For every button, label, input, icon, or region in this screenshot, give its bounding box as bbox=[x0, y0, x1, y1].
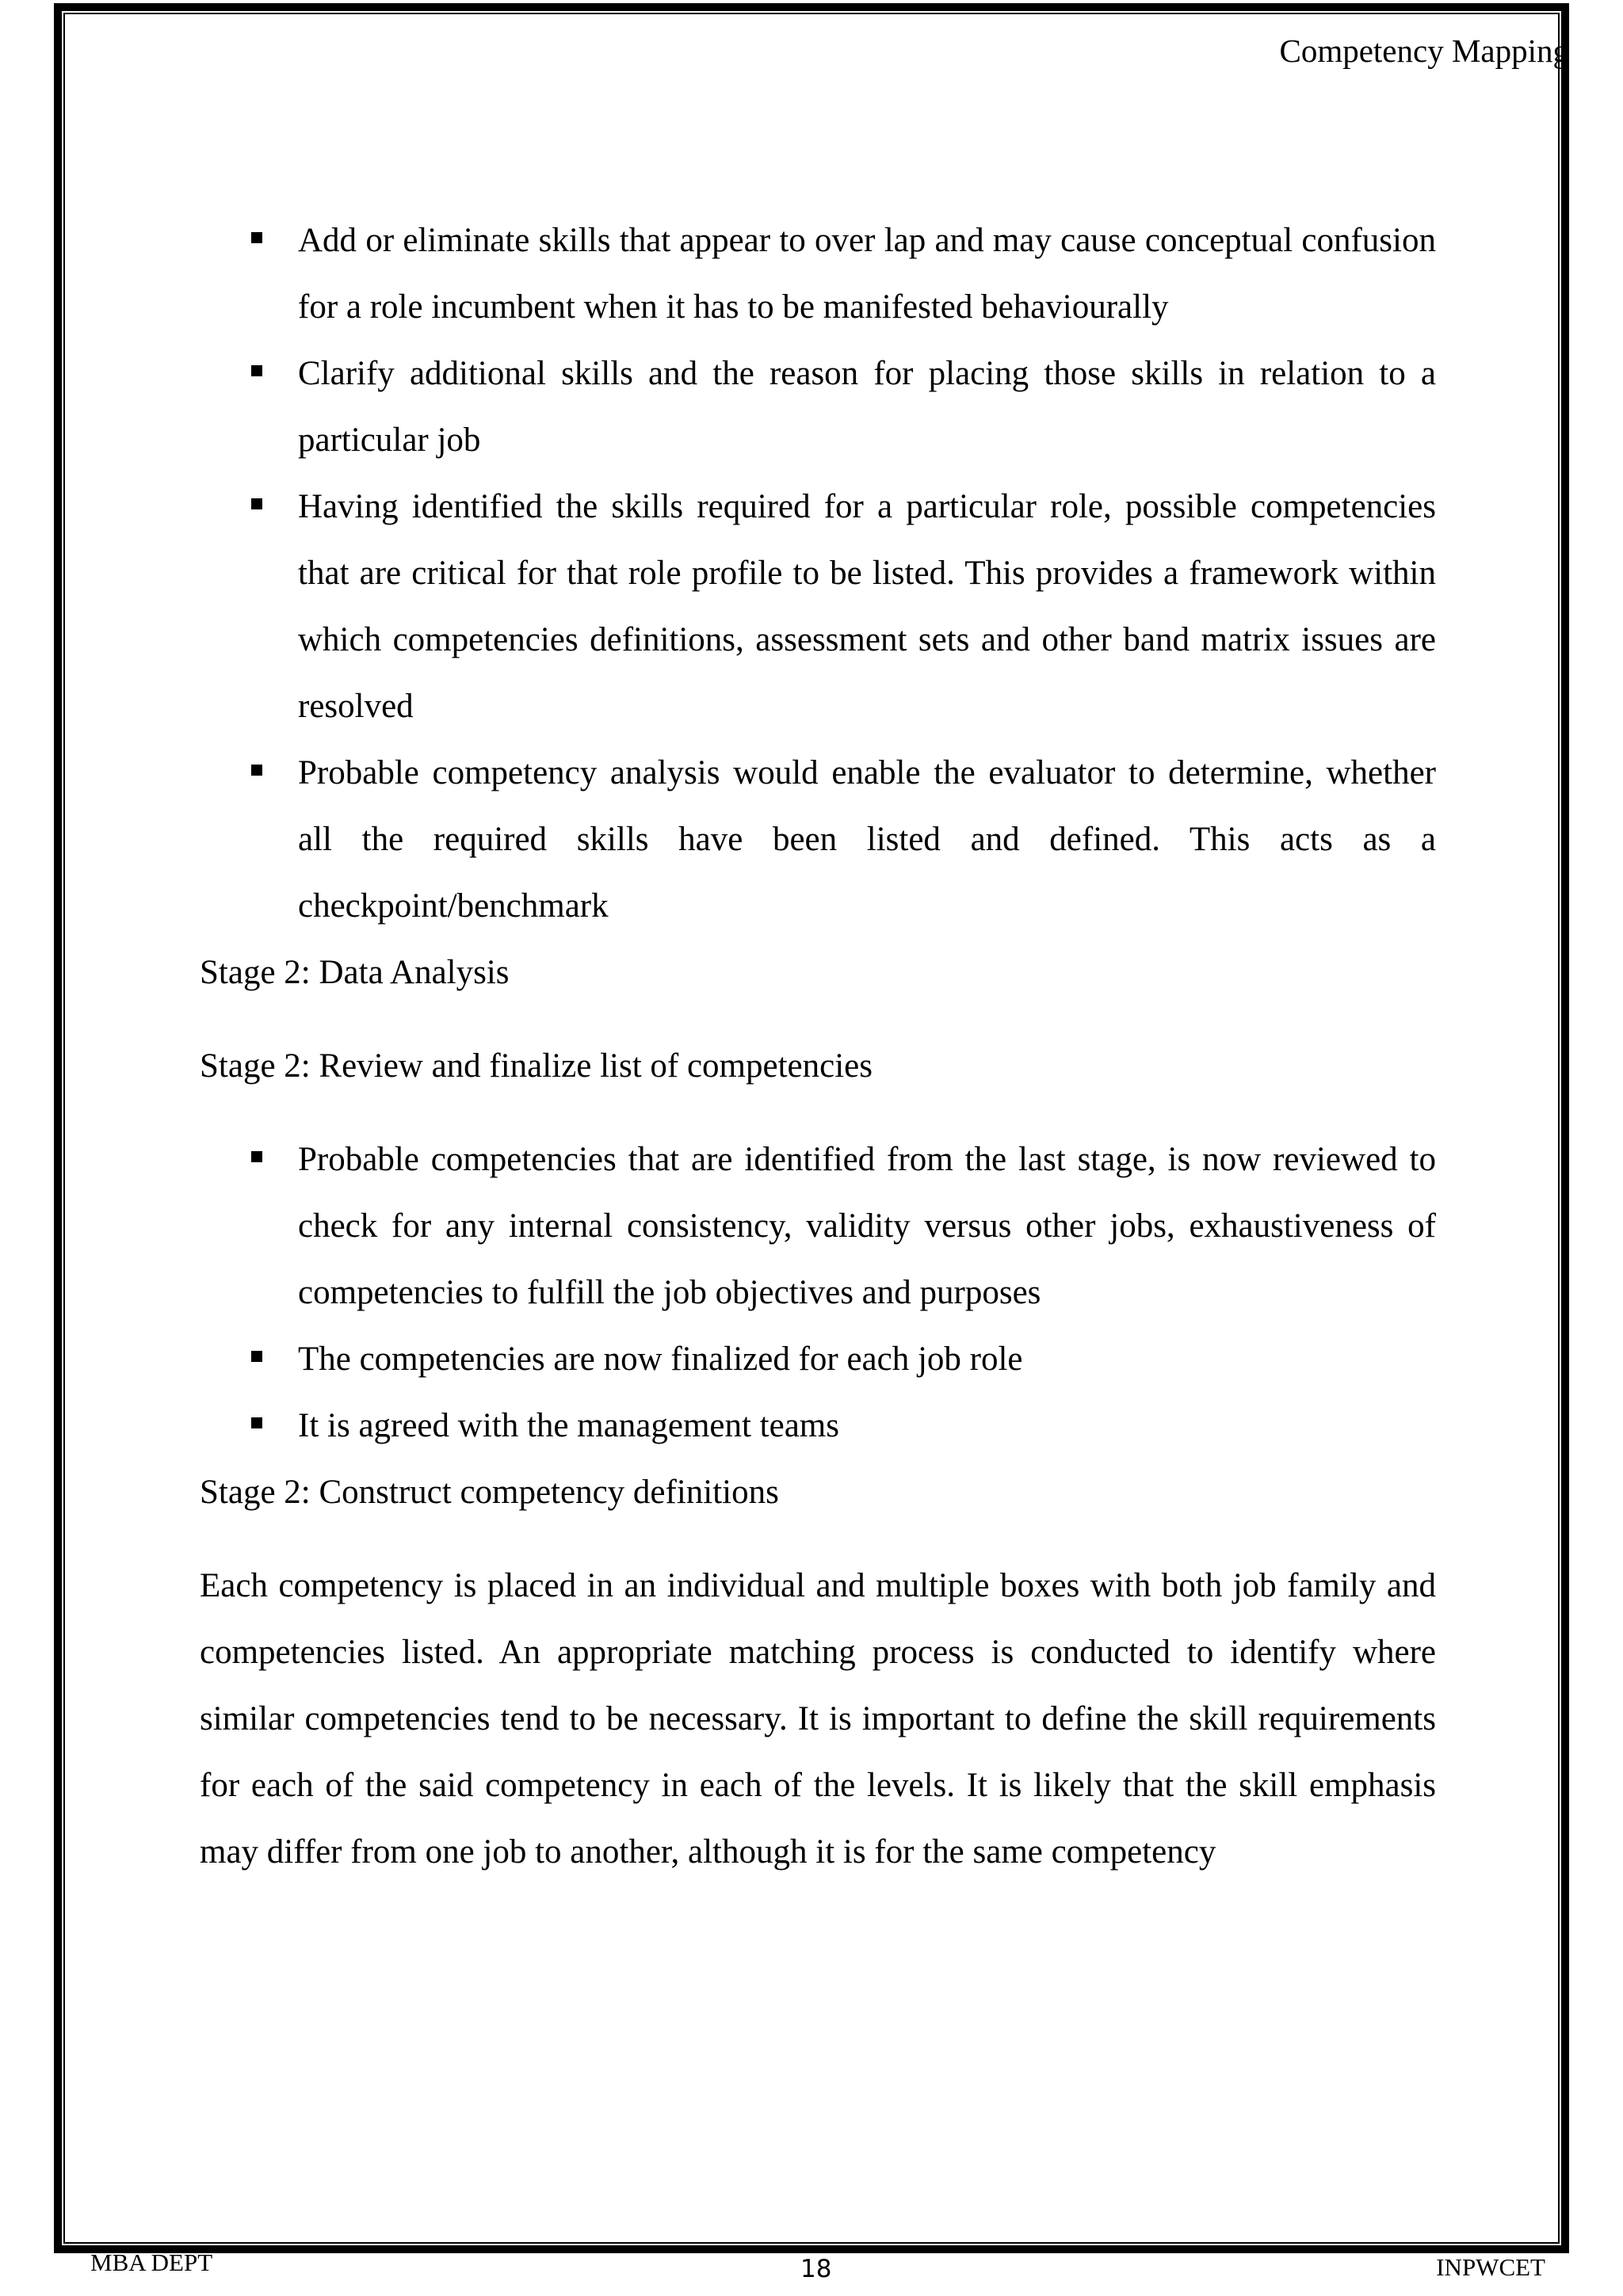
list-item bbox=[200, 1127, 1436, 1326]
body-paragraph: Each competency is placed in an individual and multiple boxes with both job family and competencies listed. An appropriate matching process is conducted to identify where similar competencies tend to be necessary. It is important to define the skill requirements for each of the said competency in each of the levels. It is likely that the skill emphasis may differ from one job to another, although it is for the same competency bbox=[200, 1567, 1436, 1871]
bullet-list-review bbox=[200, 1127, 1436, 1459]
stage-heading-data-analysis: Stage 2: Data Analysis bbox=[200, 954, 510, 991]
stage-heading-review: Stage 2: Review and finalize list of competencies bbox=[200, 1047, 873, 1085]
list-item bbox=[200, 474, 1436, 740]
square-bullet-icon bbox=[251, 365, 262, 376]
list-item-text: Probable competency analysis would enable the evaluator to determine, whether all the required skills have been listed and defined. This acts as a checkpoint/benchmark bbox=[298, 754, 1436, 925]
page-content bbox=[200, 208, 1436, 1886]
header-title: Competency Mapping bbox=[1279, 32, 1569, 69]
bullet-list-skills bbox=[200, 208, 1436, 940]
square-bullet-icon bbox=[251, 498, 262, 509]
square-bullet-icon bbox=[251, 1351, 262, 1362]
page-number: 18 bbox=[800, 2255, 832, 2283]
list-item-text: Having identified the skills required for a particular role, possible competencies that are critical for that role profile to be listed. This provides a framework within which competencies definitions, assessment sets and other band matrix issues are resolved bbox=[298, 488, 1436, 725]
list-item bbox=[200, 740, 1436, 940]
list-item-text: The competencies are now finalized for each job role bbox=[298, 1341, 1023, 1378]
square-bullet-icon bbox=[251, 232, 262, 243]
list-item bbox=[200, 1393, 1436, 1459]
list-item bbox=[200, 208, 1436, 341]
list-item bbox=[200, 1326, 1436, 1393]
footer-department: MBA DEPT bbox=[90, 2248, 213, 2276]
list-item-text: Clarify additional skills and the reason for placing those skills in relation to a particular job bbox=[298, 355, 1436, 459]
footer-institution: INPWCET bbox=[1436, 2253, 1545, 2281]
square-bullet-icon bbox=[251, 1151, 262, 1162]
list-item-text: Probable competencies that are identified from the last stage, is now reviewed to check for any internal consistency, validity versus other jobs, exhaustiveness of competencies to fulfill the job objectives and purposes bbox=[298, 1141, 1436, 1311]
list-item bbox=[200, 341, 1436, 474]
list-item-text: It is agreed with the management teams bbox=[298, 1407, 839, 1444]
square-bullet-icon bbox=[251, 1417, 262, 1428]
square-bullet-icon bbox=[251, 765, 262, 776]
stage-heading-construct: Stage 2: Construct competency definitions bbox=[200, 1474, 779, 1511]
list-item-text: Add or eliminate skills that appear to over lap and may cause conceptual confusion for a role incumbent when it has to be manifested behaviourally bbox=[298, 222, 1436, 326]
